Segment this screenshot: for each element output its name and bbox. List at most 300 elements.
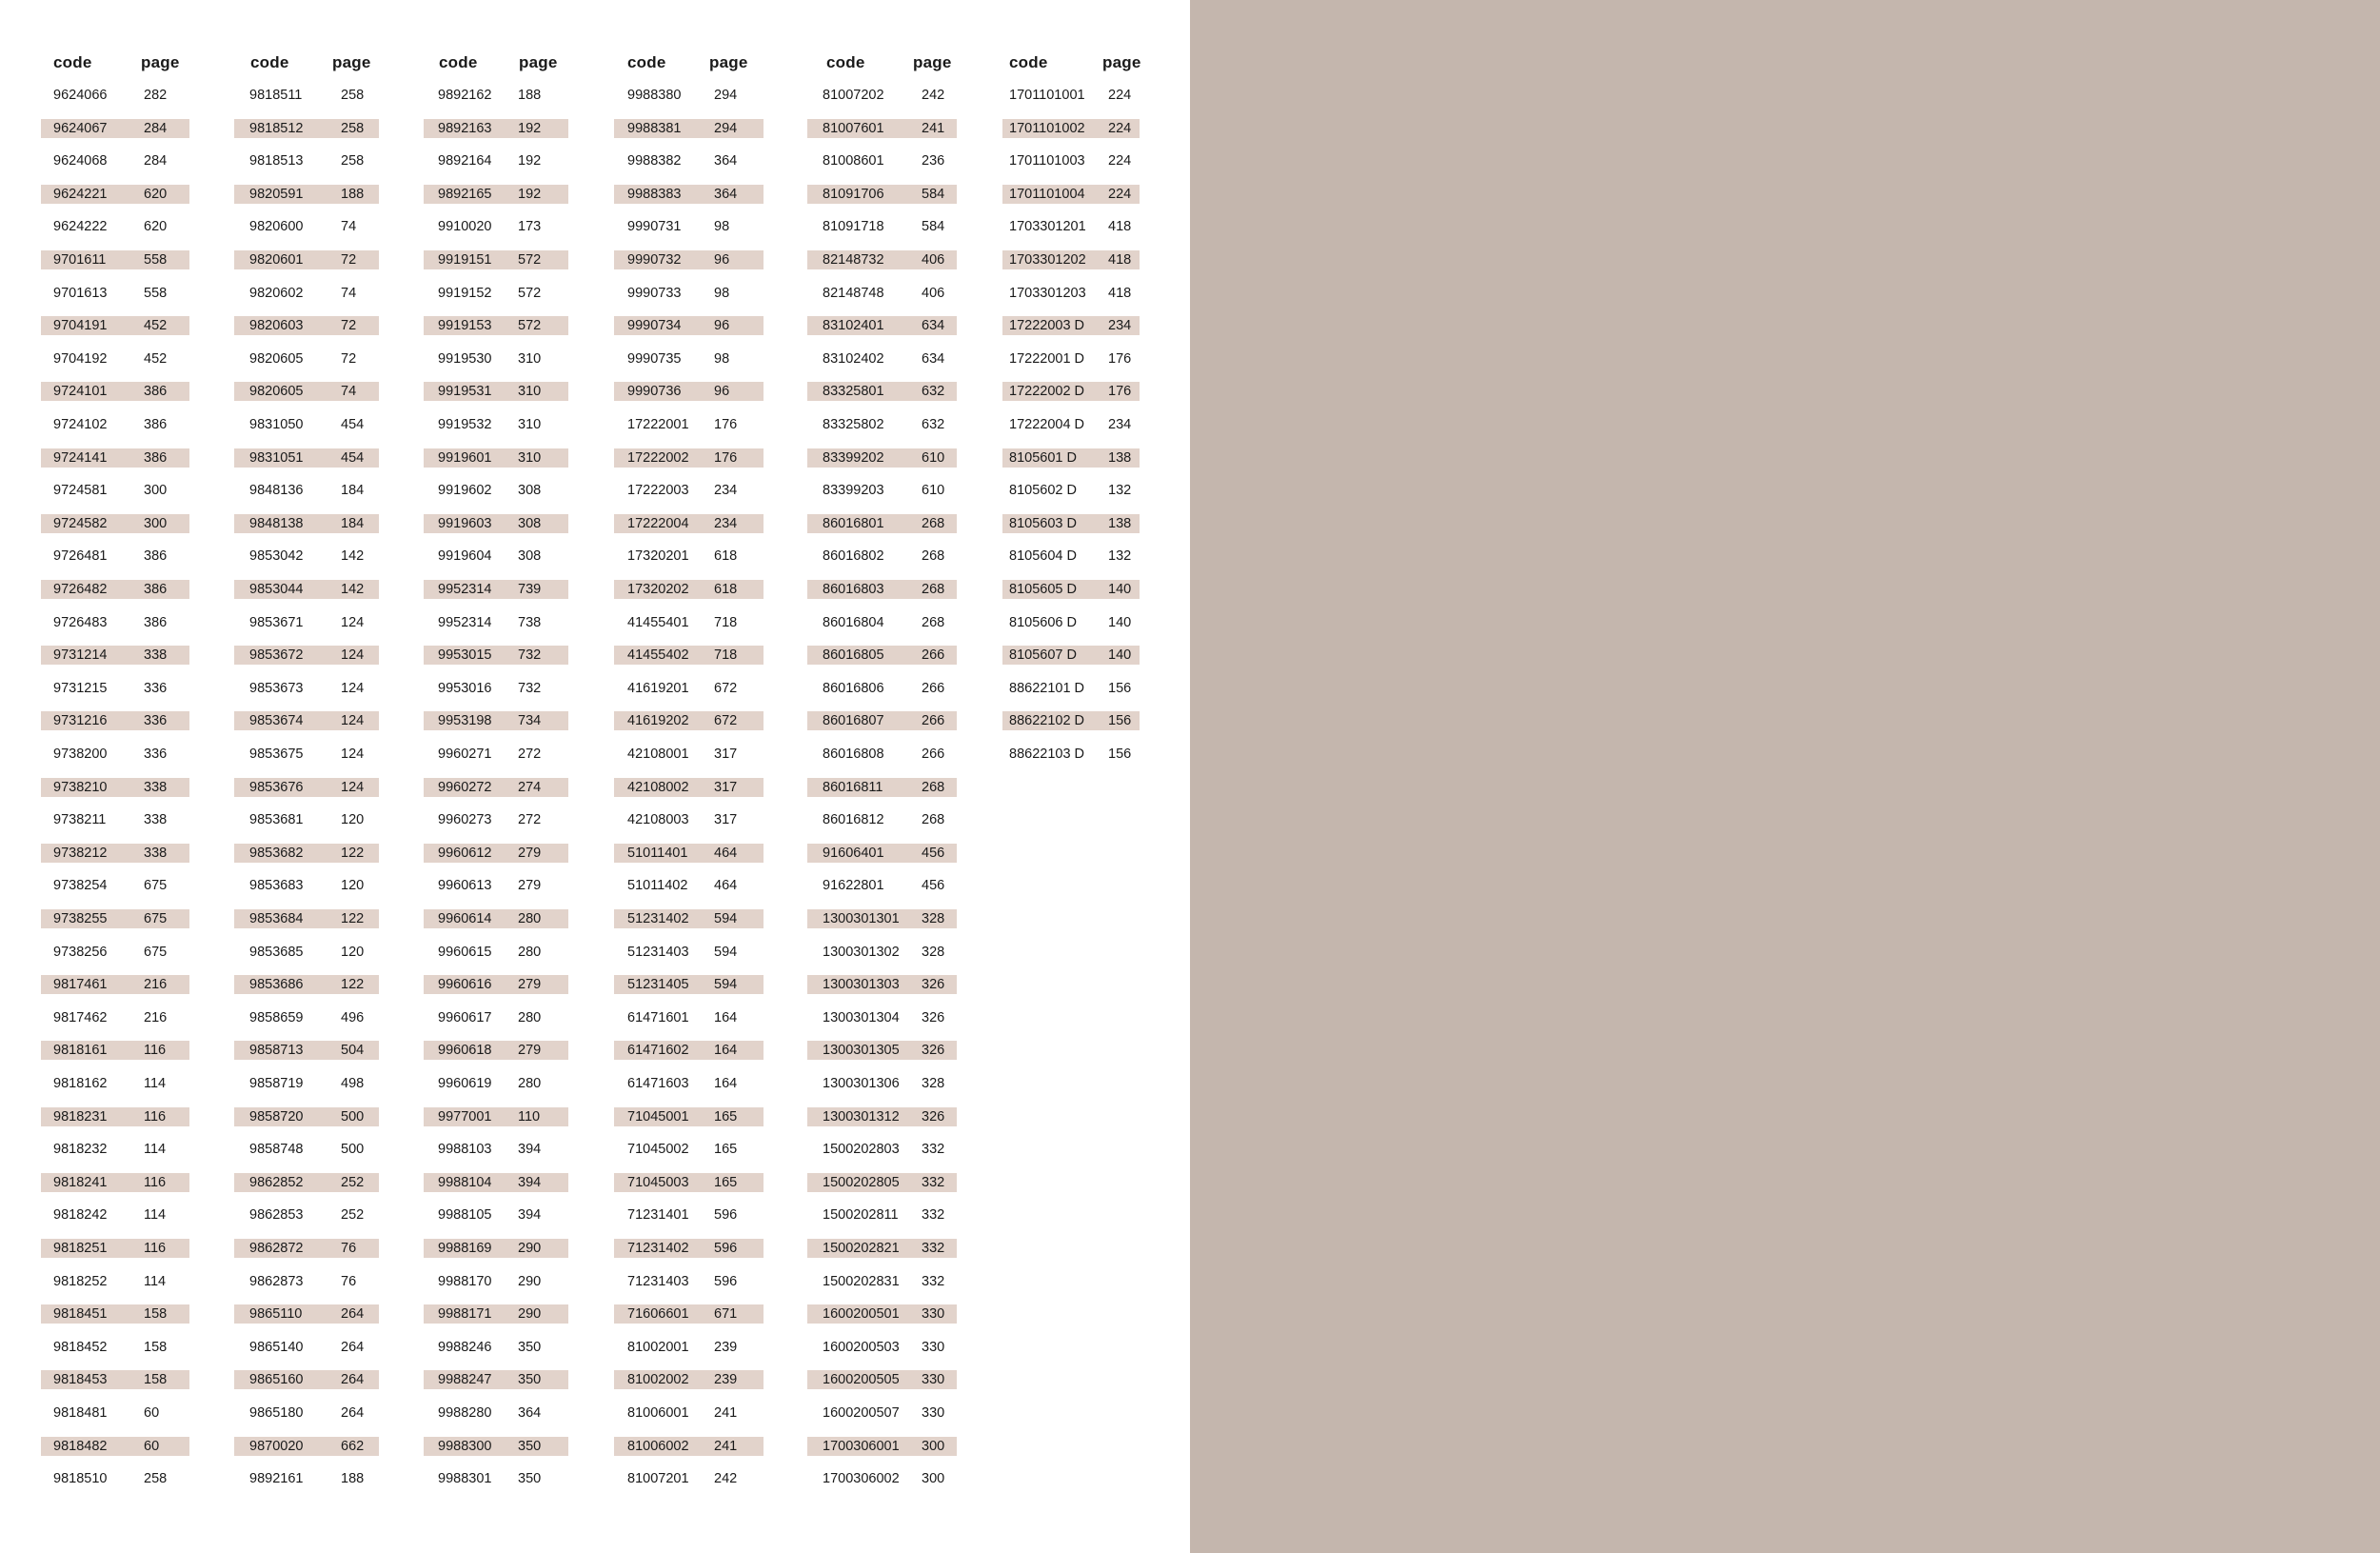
- code-cell: 8105606 D: [1009, 614, 1077, 630]
- page-cell: 328: [922, 1076, 945, 1091]
- code-cell: 81091706: [823, 186, 884, 202]
- page-cell: 124: [341, 779, 365, 795]
- page-cell: 596: [714, 1241, 738, 1256]
- code-cell: 71045003: [627, 1174, 689, 1190]
- code-cell: 71231401: [627, 1207, 689, 1224]
- code-cell: 83399203: [823, 483, 884, 499]
- code-cell: 86016806: [823, 680, 884, 696]
- page-cell: 124: [341, 680, 365, 696]
- code-cell: 83325801: [823, 384, 884, 400]
- code-cell: 9818161: [53, 1043, 108, 1059]
- code-cell: 9624067: [53, 120, 108, 136]
- page-cell: 74: [341, 219, 357, 235]
- code-cell: 9977001: [438, 1108, 492, 1125]
- page-cell: 284: [144, 153, 168, 169]
- code-cell: 9724101: [53, 384, 108, 400]
- code-cell: 17222004: [627, 515, 689, 531]
- code-cell: 9818232: [53, 1142, 108, 1158]
- code-cell: 51011401: [627, 845, 688, 861]
- code-cell: 9988383: [627, 186, 682, 202]
- code-cell: 86016805: [823, 647, 884, 664]
- page-cell: 268: [922, 812, 945, 828]
- page-cell: 60: [144, 1438, 160, 1454]
- code-cell: 8105601 D: [1009, 449, 1077, 466]
- code-cell: 1703301203: [1009, 285, 1086, 301]
- code-cell: 9724581: [53, 483, 108, 499]
- code-cell: 9858720: [249, 1108, 304, 1125]
- code-cell: 9988380: [627, 88, 682, 103]
- page-cell: 454: [341, 449, 365, 466]
- page-cell: 310: [518, 384, 542, 400]
- code-cell: 9853675: [249, 747, 304, 762]
- code-cell: 51011402: [627, 878, 688, 894]
- code-cell: 8105602 D: [1009, 483, 1077, 499]
- code-cell: 9818241: [53, 1174, 108, 1190]
- page-cell: 266: [922, 647, 945, 664]
- page-cell: 122: [341, 845, 365, 861]
- code-cell: 17222004 D: [1009, 417, 1085, 432]
- code-cell: 9988381: [627, 120, 682, 136]
- page-cell: 192: [518, 186, 542, 202]
- page-cell: 224: [1108, 186, 1132, 202]
- code-cell: 9726482: [53, 582, 108, 597]
- code-cell: 9724102: [53, 417, 108, 432]
- code-cell: 9817461: [53, 977, 108, 993]
- code-cell: 1300301306: [823, 1076, 900, 1091]
- page-cell: 280: [518, 944, 542, 960]
- code-cell: 9738255: [53, 911, 108, 926]
- code-cell: 9990732: [627, 252, 682, 268]
- page-cell: 350: [518, 1438, 542, 1454]
- page-cell: 96: [714, 384, 730, 400]
- page-cell: 268: [922, 548, 945, 565]
- page-cell: 718: [714, 614, 738, 630]
- page-cell: 336: [144, 680, 168, 696]
- code-cell: 9738210: [53, 779, 108, 795]
- code-cell: 17320201: [627, 548, 689, 565]
- code-cell: 9831050: [249, 417, 304, 432]
- code-cell: 9738254: [53, 878, 108, 894]
- code-cell: 9818251: [53, 1241, 108, 1256]
- code-cell: 86016802: [823, 548, 884, 565]
- code-cell: 9853673: [249, 680, 304, 696]
- page-cell: 76: [341, 1273, 357, 1289]
- code-cell: 1500202803: [823, 1142, 900, 1158]
- page-cell: 584: [922, 219, 945, 235]
- page-cell: 330: [922, 1339, 945, 1355]
- page-cell: 732: [518, 680, 542, 696]
- page-cell: 500: [341, 1142, 365, 1158]
- code-cell: 81007201: [627, 1471, 689, 1487]
- code-cell: 9848136: [249, 483, 304, 499]
- page-cell: 60: [144, 1405, 160, 1421]
- page-cell: 158: [144, 1306, 168, 1323]
- page-cell: 279: [518, 845, 542, 861]
- code-cell: 17222001 D: [1009, 350, 1085, 367]
- page-cell: 386: [144, 614, 168, 630]
- code-cell: 1500202811: [823, 1207, 899, 1224]
- page-cell: 572: [518, 252, 542, 268]
- page-cell: 268: [922, 582, 945, 597]
- code-cell: 9831051: [249, 449, 304, 466]
- page-cell: 96: [714, 318, 730, 334]
- page-cell: 239: [714, 1339, 738, 1355]
- code-cell: 9726481: [53, 548, 108, 565]
- page-cell: 336: [144, 747, 168, 762]
- page-cell: 266: [922, 713, 945, 729]
- code-cell: 86016811: [823, 779, 883, 795]
- page-cell: 330: [922, 1405, 945, 1421]
- code-cell: 17222001: [627, 417, 689, 432]
- page-cell: 192: [518, 120, 542, 136]
- code-cell: 9704191: [53, 318, 108, 334]
- page-cell: 114: [144, 1207, 167, 1224]
- page-cell: 338: [144, 812, 168, 828]
- page-cell: 74: [341, 285, 357, 301]
- page-cell: 116: [144, 1241, 167, 1256]
- code-cell: 1300301302: [823, 944, 900, 960]
- code-cell: 1600200503: [823, 1339, 900, 1355]
- page-cell: 158: [144, 1372, 168, 1388]
- code-cell: 9988246: [438, 1339, 492, 1355]
- code-cell: 9858659: [249, 1009, 304, 1025]
- code-cell: 9817462: [53, 1009, 108, 1025]
- page-cell: 594: [714, 944, 738, 960]
- page-cell: 165: [714, 1142, 738, 1158]
- code-cell: 9990736: [627, 384, 682, 400]
- code-cell: 1300301303: [823, 977, 900, 993]
- page-cell: 671: [714, 1306, 738, 1323]
- page-cell: 184: [341, 515, 365, 531]
- code-cell: 8105603 D: [1009, 515, 1077, 531]
- code-cell: 9990734: [627, 318, 682, 334]
- code-cell: 9988104: [438, 1174, 492, 1190]
- page-cell: 279: [518, 1043, 542, 1059]
- page-cell: 188: [518, 88, 542, 103]
- page-cell: 268: [922, 779, 945, 795]
- page-cell: 124: [341, 713, 365, 729]
- code-cell: 1701101002: [1009, 120, 1085, 136]
- code-cell: 9862852: [249, 1174, 304, 1190]
- code-cell: 9853044: [249, 582, 304, 597]
- page-cell: 504: [341, 1043, 365, 1059]
- code-cell: 83102402: [823, 350, 884, 367]
- page-cell: 258: [144, 1471, 168, 1487]
- page-cell: 164: [714, 1043, 738, 1059]
- code-cell: 9919531: [438, 384, 492, 400]
- page-cell: 386: [144, 582, 168, 597]
- page-cell: 176: [714, 417, 738, 432]
- code-cell: 9853681: [249, 812, 304, 828]
- page-cell: 338: [144, 779, 168, 795]
- code-cell: 9818481: [53, 1405, 108, 1421]
- page-cell: 496: [341, 1009, 365, 1025]
- code-cell: 17222003: [627, 483, 689, 499]
- code-cell: 9960615: [438, 944, 492, 960]
- page-cell: 252: [341, 1207, 365, 1224]
- page-cell: 280: [518, 1009, 542, 1025]
- code-cell: 9862872: [249, 1241, 304, 1256]
- code-cell: 42108001: [627, 747, 689, 762]
- page-cell: 394: [518, 1207, 542, 1224]
- page-cell: 258: [341, 120, 365, 136]
- page-cell: 618: [714, 582, 738, 597]
- column-header-code: code: [826, 53, 865, 71]
- code-cell: 86016804: [823, 614, 884, 630]
- code-cell: 83102401: [823, 318, 884, 334]
- page-cell: 672: [714, 713, 738, 729]
- code-cell: 17222002 D: [1009, 384, 1085, 400]
- page-cell: 418: [1108, 252, 1132, 268]
- page-cell: 124: [341, 647, 365, 664]
- page-cell: 294: [714, 88, 738, 103]
- page-cell: 558: [144, 285, 168, 301]
- page-cell: 122: [341, 977, 365, 993]
- code-cell: 9853686: [249, 977, 304, 993]
- page-cell: 234: [714, 483, 738, 499]
- code-cell: 9818242: [53, 1207, 108, 1224]
- code-cell: 9862853: [249, 1207, 304, 1224]
- page-cell: 456: [922, 878, 945, 894]
- page-cell: 386: [144, 449, 168, 466]
- code-cell: 9862873: [249, 1273, 304, 1289]
- code-cell: 9953015: [438, 647, 492, 664]
- page-cell: 140: [1108, 582, 1132, 597]
- page-cell: 280: [518, 911, 542, 926]
- code-cell: 9818452: [53, 1339, 108, 1355]
- code-cell: 9892164: [438, 153, 492, 169]
- code-cell: 9738200: [53, 747, 108, 762]
- page-cell: 350: [518, 1339, 542, 1355]
- code-cell: 17320202: [627, 582, 689, 597]
- code-cell: 9892161: [249, 1471, 304, 1487]
- page-cell: 330: [922, 1372, 945, 1388]
- code-cell: 9960612: [438, 845, 492, 861]
- code-cell: 9820602: [249, 285, 304, 301]
- page-cell: 96: [714, 252, 730, 268]
- page-cell: 300: [144, 515, 168, 531]
- code-cell: 9870020: [249, 1438, 304, 1454]
- code-cell: 88622102 D: [1009, 713, 1085, 729]
- page-cell: 224: [1108, 153, 1132, 169]
- code-cell: 81006002: [627, 1438, 689, 1454]
- code-cell: 1701101004: [1009, 186, 1085, 202]
- page-cell: 242: [922, 88, 945, 103]
- page-cell: 132: [1108, 483, 1132, 499]
- code-cell: 9853672: [249, 647, 304, 664]
- page-cell: 98: [714, 350, 730, 367]
- page-cell: 176: [1108, 350, 1132, 367]
- code-cell: 9865180: [249, 1405, 304, 1421]
- code-cell: 9892163: [438, 120, 492, 136]
- code-cell: 9919151: [438, 252, 492, 268]
- column-header-page: page: [519, 53, 558, 71]
- code-cell: 83325802: [823, 417, 884, 432]
- page-cell: 264: [341, 1405, 365, 1421]
- page-cell: 594: [714, 977, 738, 993]
- code-cell: 9960618: [438, 1043, 492, 1059]
- code-cell: 9919530: [438, 350, 492, 367]
- code-cell: 9848138: [249, 515, 304, 531]
- page-cell: 317: [714, 779, 738, 795]
- page-cell: 332: [922, 1207, 945, 1224]
- code-cell: 71045001: [627, 1108, 689, 1125]
- page-cell: 156: [1108, 680, 1132, 696]
- page-cell: 310: [518, 350, 542, 367]
- page-cell: 266: [922, 680, 945, 696]
- page-cell: 330: [922, 1306, 945, 1323]
- code-cell: 9818482: [53, 1438, 108, 1454]
- code-cell: 9820603: [249, 318, 304, 334]
- code-cell: 8105605 D: [1009, 582, 1077, 597]
- code-cell: 9919603: [438, 515, 492, 531]
- page-cell: 284: [144, 120, 168, 136]
- code-cell: 42108003: [627, 812, 689, 828]
- page-cell: 558: [144, 252, 168, 268]
- code-cell: 1703301202: [1009, 252, 1086, 268]
- page-cell: 634: [922, 350, 945, 367]
- page-cell: 234: [1108, 417, 1132, 432]
- code-cell: 1600200507: [823, 1405, 900, 1421]
- page-cell: 116: [144, 1043, 167, 1059]
- column-header-page: page: [332, 53, 371, 71]
- page-cell: 138: [1108, 515, 1132, 531]
- page-cell: 364: [714, 186, 738, 202]
- page-cell: 280: [518, 1076, 542, 1091]
- code-cell: 9865110: [249, 1306, 303, 1323]
- code-cell: 9853682: [249, 845, 304, 861]
- code-cell: 9960613: [438, 878, 492, 894]
- code-cell: 9820600: [249, 219, 304, 235]
- column-header-page: page: [141, 53, 180, 71]
- page-cell: 386: [144, 417, 168, 432]
- page-cell: 120: [341, 944, 365, 960]
- page-cell: 662: [341, 1438, 365, 1454]
- page-cell: 310: [518, 449, 542, 466]
- page-cell: 498: [341, 1076, 365, 1091]
- code-cell: 1500202821: [823, 1241, 900, 1256]
- code-cell: 88622101 D: [1009, 680, 1085, 696]
- code-cell: 41619201: [627, 680, 689, 696]
- page-cell: 279: [518, 977, 542, 993]
- code-cell: 9820601: [249, 252, 304, 268]
- page-cell: 308: [518, 483, 542, 499]
- page-cell: 176: [1108, 384, 1132, 400]
- page-cell: 242: [714, 1471, 738, 1487]
- page-cell: 98: [714, 219, 730, 235]
- code-cell: 9990731: [627, 219, 682, 235]
- code-cell: 9988103: [438, 1142, 492, 1158]
- page-cell: 610: [922, 483, 945, 499]
- page-cell: 610: [922, 449, 945, 466]
- code-cell: 61471603: [627, 1076, 689, 1091]
- page-cell: 332: [922, 1273, 945, 1289]
- code-cell: 41455401: [627, 614, 689, 630]
- code-cell: 9988171: [438, 1306, 492, 1323]
- page-cell: 192: [518, 153, 542, 169]
- page-cell: 326: [922, 1108, 945, 1125]
- code-cell: 9865140: [249, 1339, 304, 1355]
- code-cell: 9919153: [438, 318, 492, 334]
- code-cell: 51231405: [627, 977, 689, 993]
- page-cell: 236: [922, 153, 945, 169]
- page-cell: 572: [518, 285, 542, 301]
- page-cell: 76: [341, 1241, 357, 1256]
- code-cell: 9988169: [438, 1241, 492, 1256]
- code-cell: 91606401: [823, 845, 884, 861]
- page-cell: 239: [714, 1372, 738, 1388]
- code-cell: 9853042: [249, 548, 304, 565]
- page-cell: 326: [922, 1043, 945, 1059]
- code-cell: 8105607 D: [1009, 647, 1077, 664]
- page-cell: 328: [922, 911, 945, 926]
- page-cell: 216: [144, 1009, 168, 1025]
- page-cell: 138: [1108, 449, 1132, 466]
- page-cell: 224: [1108, 88, 1132, 103]
- code-cell: 9953016: [438, 680, 492, 696]
- code-cell: 9853671: [249, 614, 304, 630]
- code-cell: 9919601: [438, 449, 492, 466]
- page-cell: 72: [341, 252, 357, 268]
- code-cell: 9960616: [438, 977, 492, 993]
- code-cell: 9853676: [249, 779, 304, 795]
- code-cell: 9624221: [53, 186, 108, 202]
- page-cell: 675: [144, 911, 168, 926]
- page-cell: 165: [714, 1108, 738, 1125]
- code-cell: 9990735: [627, 350, 682, 367]
- code-cell: 8105604 D: [1009, 548, 1077, 565]
- page-cell: 266: [922, 747, 945, 762]
- code-cell: 1703301201: [1009, 219, 1086, 235]
- column-header-code: code: [250, 53, 289, 71]
- page-cell: 74: [341, 384, 357, 400]
- page-cell: 142: [341, 582, 365, 597]
- page-cell: 224: [1108, 120, 1132, 136]
- code-cell: 9731216: [53, 713, 108, 729]
- page-cell: 332: [922, 1174, 945, 1190]
- page-cell: 241: [714, 1405, 738, 1421]
- page-cell: 584: [922, 186, 945, 202]
- page-cell: 326: [922, 1009, 945, 1025]
- page-cell: 732: [518, 647, 542, 664]
- page-cell: 140: [1108, 647, 1132, 664]
- code-cell: 9892165: [438, 186, 492, 202]
- page-cell: 272: [518, 812, 542, 828]
- page-cell: 184: [341, 483, 365, 499]
- column-header-code: code: [53, 53, 92, 71]
- code-cell: 9988301: [438, 1471, 492, 1487]
- code-cell: 71606601: [627, 1306, 689, 1323]
- code-cell: 9853674: [249, 713, 304, 729]
- code-cell: 9820591: [249, 186, 304, 202]
- page-cell: 272: [518, 747, 542, 762]
- page-cell: 114: [144, 1142, 167, 1158]
- code-cell: 1300301301: [823, 911, 900, 926]
- page-cell: 350: [518, 1372, 542, 1388]
- code-cell: 9960272: [438, 779, 492, 795]
- code-cell: 9818511: [249, 88, 303, 103]
- code-cell: 61471602: [627, 1043, 689, 1059]
- page-cell: 234: [1108, 318, 1132, 334]
- page-cell: 176: [714, 449, 738, 466]
- page-cell: 264: [341, 1372, 365, 1388]
- page-cell: 116: [144, 1108, 167, 1125]
- page-cell: 300: [144, 483, 168, 499]
- code-cell: 81007202: [823, 88, 884, 103]
- code-cell: 9820605: [249, 350, 304, 367]
- code-cell: 91622801: [823, 878, 884, 894]
- code-cell: 81002001: [627, 1339, 689, 1355]
